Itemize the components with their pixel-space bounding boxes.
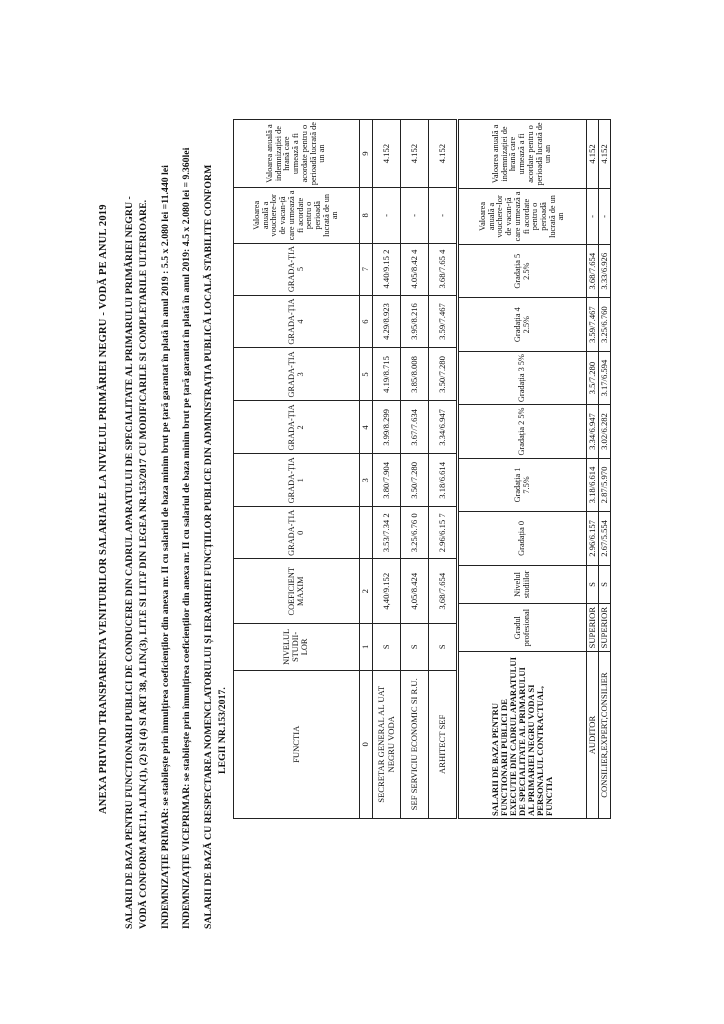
header-nivel-studii: NIVELUL STUDII-LOR [234,624,360,670]
table-row [429,120,457,819]
cell-nivel: S [599,565,611,604]
cell-nivel: S [429,624,457,670]
cell-vouchere: - [599,188,611,244]
cell-gradatia-5: 3.68/7.65 4 [429,243,457,295]
cell-gradatia-4: 3.25/6.760 [599,298,611,351]
index-cell: 6 [360,295,373,348]
header-grad-profesional: Gradul profesional [459,604,587,652]
cell-grad: SUPERIOR [587,604,599,652]
cell-indemnizatie: 4.152 [429,120,457,188]
header-gradatia-0: GRADA-ȚIA 0 [234,507,360,559]
header-vouchere: Valoarea anuală a vouchere-lor de vacan-ță care urmează a fi acordate pentru o perioadă lucrată de un an [459,188,587,244]
header-coeficient: COEFICIENT MAXIM [234,559,360,624]
cell-gradatia-2: 3.67/7.634 [401,401,429,454]
cell-gradatia-2: 3.99/8.299 [373,401,401,454]
paragraph-mayor-allowance: INDEMNIZAȚIE PRIMAR: se stabilește prin înmulțirea coeficienților din anexa nr. II cu salariul de baza minim brut pe țară garantat în plată în anul 2019 : 5.5 x 2.080 lei =11.440 lei [160,165,171,929]
cell-vouchere: - [373,188,401,243]
cell-gradatia-3: 3.5/7.280 [587,351,599,404]
cell-nivel: S [401,624,429,670]
cell-gradatia-0: 3.53/7.34 2 [373,507,401,559]
header-nivel-studii: Nivelul studiilor [459,565,587,604]
cell-nivel: S [587,565,599,604]
cell-vouchere: - [401,188,429,243]
paragraph-vicemayor-allowance: INDEMNIZAȚIE VICEPRIMAR: se stabilește prin înmulțirea coeficienților din anexa nr. II cu salariul de baza minim brut pe țară garantat în plată în anul 2019: 4.5 x 2.080 lei = 9.360lei [181,147,192,929]
cell-gradatia-4: 3.59/7.467 [587,298,599,351]
header-gradatia-2: GRADA-ȚIA 2 [234,401,360,454]
cell-gradatia-5: 3.33/6.926 [599,245,611,298]
execution-salaries-table [458,119,611,819]
cell-nivel: S [373,624,401,670]
cell-gradatia-0: 2.96/6.15 7 [429,507,457,559]
index-cell: 9 [360,120,373,188]
index-cell: 5 [360,348,373,401]
cell-gradatia-1: 3.80/7.904 [373,454,401,507]
cell-gradatia-3: 4.19/8.715 [373,348,401,401]
cell-grad: SUPERIOR [599,604,611,652]
cell-gradatia-1: 2.87/5.970 [599,458,611,511]
header-gradatia-1: GRADA-ȚIA 1 [234,454,360,507]
header-vouchere: Valoarea anuală a vouchere-lor de vacan-ță care urmează a fi acordate pentru o perioadă lucrată de un an [234,188,360,243]
header-gradatia-2: Gradația 2 5% [459,405,587,458]
table-header-row [459,120,587,819]
index-cell: 1 [360,624,373,670]
management-salaries-table [233,119,457,819]
paragraph-executive-salaries-line1: SALARII DE BAZA PENTRU FUNCTIONARII PUBLICI DE CONDUCERE DIN CADRUL APARATULUI DE SPECIALITATE AL PRIMARULUI PRIMĂRIEI NEGRU - [124,196,135,929]
cell-gradatia-0: 2.67/5.554 [599,512,611,565]
cell-functia: AUDITOR [587,652,599,819]
cell-coeficient: 3,68/7.654 [429,559,457,624]
table-header-row [234,120,360,819]
cell-functia: SEF SERVICIU ECONOMIC SI R.U. [401,670,429,818]
cell-gradatia-2: 3.34/6.947 [429,401,457,454]
cell-gradatia-5: 4.40/9.15 2 [373,243,401,295]
paragraph-executive-salaries-line2: VODĂ CONFORM ART.11, ALIN.(1), (2) SI (4) SI ART 38, ALIN.(3), LIT.E SI LIT.F DIN LEGEA NR.153/2017 CU MODIFICARILE SI COMPLETARILE ULTERIOARE. [138,199,149,929]
table-row [599,120,611,819]
cell-coeficient: 4,40/9.152 [373,559,401,624]
header-gradatia-5: GRADA-ȚIA 5 [234,243,360,295]
header-gradatia-3: Gradația 3 5% [459,351,587,404]
index-cell: 3 [360,454,373,507]
cell-gradatia-2: 3.02/6.282 [599,405,611,458]
header-gradatia-0: Gradația 0 [459,512,587,565]
header-indemnizatie-hrana: Valoarea anuală a indemnizației de hrană care urmează a fi acordate pentru o perioadă lucrată de un an [459,120,587,189]
index-cell: 7 [360,243,373,295]
index-cell: 4 [360,401,373,454]
header-gradatia-1: Gradația 1 7.5% [459,458,587,511]
index-cell: 8 [360,188,373,243]
table-row [587,120,599,819]
cell-gradatia-1: 3.18/6.614 [587,458,599,511]
paragraph-nomenclature-line2: LEGII NR.153/2017. [217,687,228,774]
table-row [401,120,429,819]
cell-functia: ARHITECT SEF [429,670,457,818]
cell-gradatia-0: 3.25/6.76 0 [401,507,429,559]
index-cell: 2 [360,559,373,624]
cell-gradatia-5: 3.68/7.654 [587,245,599,298]
header-gradatia-4: GRADA-ȚIA 4 [234,295,360,348]
cell-gradatia-0: 2.96/6.157 [587,512,599,565]
cell-functia: SECRETAR GENERAL AL UAT NEGRU VODA [373,670,401,818]
table-row [373,120,401,819]
cell-functia: CONSILIER,EXPERT,CONSILIER [599,652,611,819]
cell-gradatia-1: 3.18/6.614 [429,454,457,507]
index-cell [360,507,373,559]
cell-gradatia-4: 3.95/8.216 [401,295,429,348]
header-indemnizatie-hrana: Valoarea anuală a indemnizației de hrană care urmează a fi acordate pentru o perioadă lucrată de un an [234,120,360,188]
paragraph-nomenclature-line1: SALARII DE BAZĂ CU RESPECTAREA NOMENCLATORULUI ȘI IERARHIEI FUNCȚIILOR PUBLICE DIN ADMINISTRAȚIA PUBLICĂ LOCALĂ STABILITE CONFORM [203,164,214,929]
cell-indemnizatie: 4.152 [373,120,401,188]
cell-gradatia-3: 3.85/8.008 [401,348,429,401]
cell-gradatia-1: 3.50/7.280 [401,454,429,507]
header-gradatia-5: Gradația 5 2.5% [459,245,587,298]
header-functia: FUNCTIA [234,670,360,818]
cell-gradatia-2: 3.34/6.947 [587,405,599,458]
header-gradatia-4: Gradația 4 2.5% [459,298,587,351]
cell-coeficient: 4,05/8.424 [401,559,429,624]
cell-indemnizatie: 4.152 [587,120,599,189]
table-index-row [360,120,373,819]
cell-vouchere: - [429,188,457,243]
cell-vouchere: - [587,188,599,244]
annex-title: ANEXA PRIVIND TRANSPARENTA VENITURILOR SALARIALE LA NIVELUL PRIMĂRIEI NEGRU - VODĂ PE ANUL 2019 [98,204,109,814]
cell-gradatia-3: 3.17/6.594 [599,351,611,404]
cell-gradatia-3: 3.50/7.280 [429,348,457,401]
cell-gradatia-4: 4.29/8.923 [373,295,401,348]
cell-gradatia-5: 4.05/8.42 4 [401,243,429,295]
header-title-functia: SALARII DE BAZA PENTRU FUNCTIONARII PUBLICI DE EXECUTIE DIN CADRUL APARATULUI DE SPECIALITATE AL PRIMARULUI AL PRIMARIEI NEGRU VODA SI PERSONALUL CONTRACTUAL, FUNCTIA [459,652,587,819]
index-cell: 0 [360,670,373,818]
header-gradatia-3: GRADA-ȚIA 3 [234,348,360,401]
cell-indemnizatie: 4.152 [599,120,611,189]
cell-gradatia-4: 3.59/7.467 [429,295,457,348]
cell-indemnizatie: 4.152 [401,120,429,188]
